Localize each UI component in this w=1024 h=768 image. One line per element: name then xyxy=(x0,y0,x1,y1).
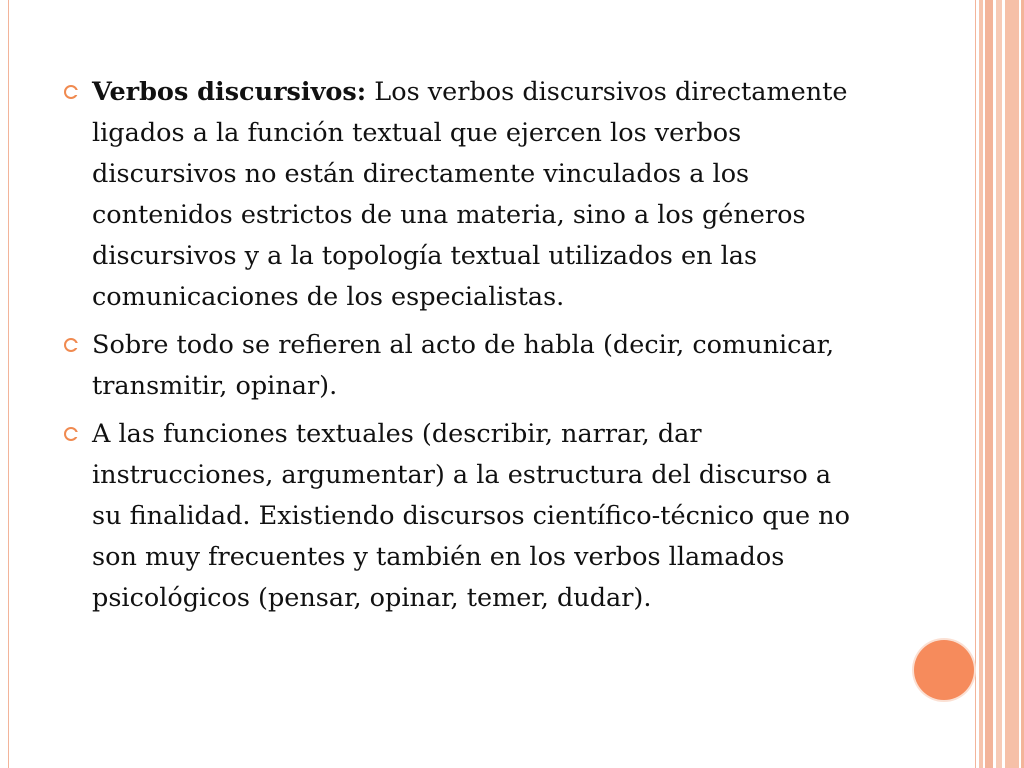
decorative-stripe xyxy=(1005,0,1019,768)
decorative-stripe xyxy=(975,0,976,768)
decorative-stripe xyxy=(996,0,1002,768)
bullet-ring-icon xyxy=(64,85,78,99)
bullet-ring-icon xyxy=(64,338,78,352)
bullet-item xyxy=(62,72,862,318)
bullet-lead: Verbos discursivos: xyxy=(92,77,367,107)
bullet-list xyxy=(62,72,862,626)
decorative-stripe xyxy=(979,0,983,768)
bullet-item xyxy=(62,414,862,619)
decorative-stripe xyxy=(985,0,993,768)
bullet-text: Los verbos discursivos directamente ligados a la función textual que ejercen los verbos discursivos no están directamente vinculados a los contenidos estrictos de una materia, sino a los géneros discursivos y a la topología textual utilizados en las comunicaciones de los especialistas. xyxy=(92,77,848,312)
bullet-text: A las funciones textuales (describir, narrar, dar instrucciones, argumentar) a la estructura del discurso a su finalidad. Existiendo discursos científico-técnico que no son muy frecuentes y también en los verbos llamados psicológicos (pensar, opinar, temer, dudar). xyxy=(92,419,850,613)
bullet-text: Sobre todo se refieren al acto de habla (decir, comunicar, transmitir, opinar). xyxy=(92,330,835,401)
left-frame-line xyxy=(8,0,9,768)
bullet-item xyxy=(62,325,862,407)
bullet-ring-icon xyxy=(64,427,78,441)
decorative-circle xyxy=(914,640,974,700)
